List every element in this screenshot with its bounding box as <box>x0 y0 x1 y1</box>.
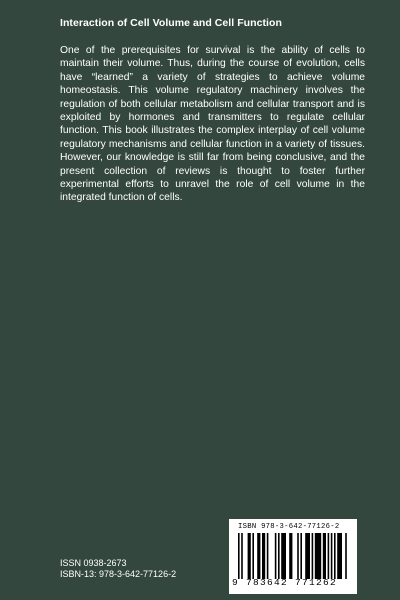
barcode-bar <box>275 533 277 579</box>
barcode-label <box>229 519 357 594</box>
barcode-bar <box>278 533 280 579</box>
barcode-bar <box>252 533 254 579</box>
barcode-bar <box>289 533 292 579</box>
barcode-bar <box>300 533 302 579</box>
isbn-text: ISBN-13: 978-3-642-77126-2 <box>60 569 177 579</box>
barcode-bar <box>248 533 251 579</box>
barcode-bar <box>262 533 265 579</box>
identifier-block <box>60 558 176 580</box>
barcode-isbn-text: ISBN 978-3-642-77126-2 <box>238 523 340 531</box>
barcode-bar <box>337 533 342 579</box>
barcode-bar <box>331 533 333 579</box>
barcode-bar <box>238 533 240 579</box>
barcode-bar <box>312 533 314 579</box>
barcode-bar <box>281 533 286 579</box>
barcode-bar <box>334 533 336 579</box>
barcode-bar <box>241 533 243 579</box>
issn-text: ISSN 0938-2673 <box>60 558 127 568</box>
barcode-bar <box>267 533 269 579</box>
barcode-bar <box>305 533 310 579</box>
barcode-bar <box>328 533 330 579</box>
barcode-digits: 9 783642 771262 <box>232 577 338 588</box>
barcode-bar <box>323 533 326 579</box>
barcode-bar <box>297 533 299 579</box>
barcode-bars <box>238 533 348 579</box>
barcode-bar <box>345 533 347 579</box>
book-title: Interaction of Cell Volume and Cell Function <box>60 17 282 29</box>
barcode-bar <box>315 533 321 579</box>
barcode-bar <box>257 533 260 579</box>
book-description: One of the prerequisites for survival is the ability of cells to maintain their volume. Thus, during the course of evolution, cells have “learned” a variety of strategies to achieve volume homeostasis. This volume regulatory machinery involves the regulation of both cellular metabolism and cellular transport and is exploited by hormones and transmitters to regulate cellular function. This book illustrates the complex interplay of cell volume regulatory mechanisms and cellular function in a variety of tissues. However, our knowledge is still far from being conclusive, and the present collection of reviews is thought to foster further experimental efforts to unravel the role of cell volume in the integrated function of cells. <box>60 45 365 204</box>
